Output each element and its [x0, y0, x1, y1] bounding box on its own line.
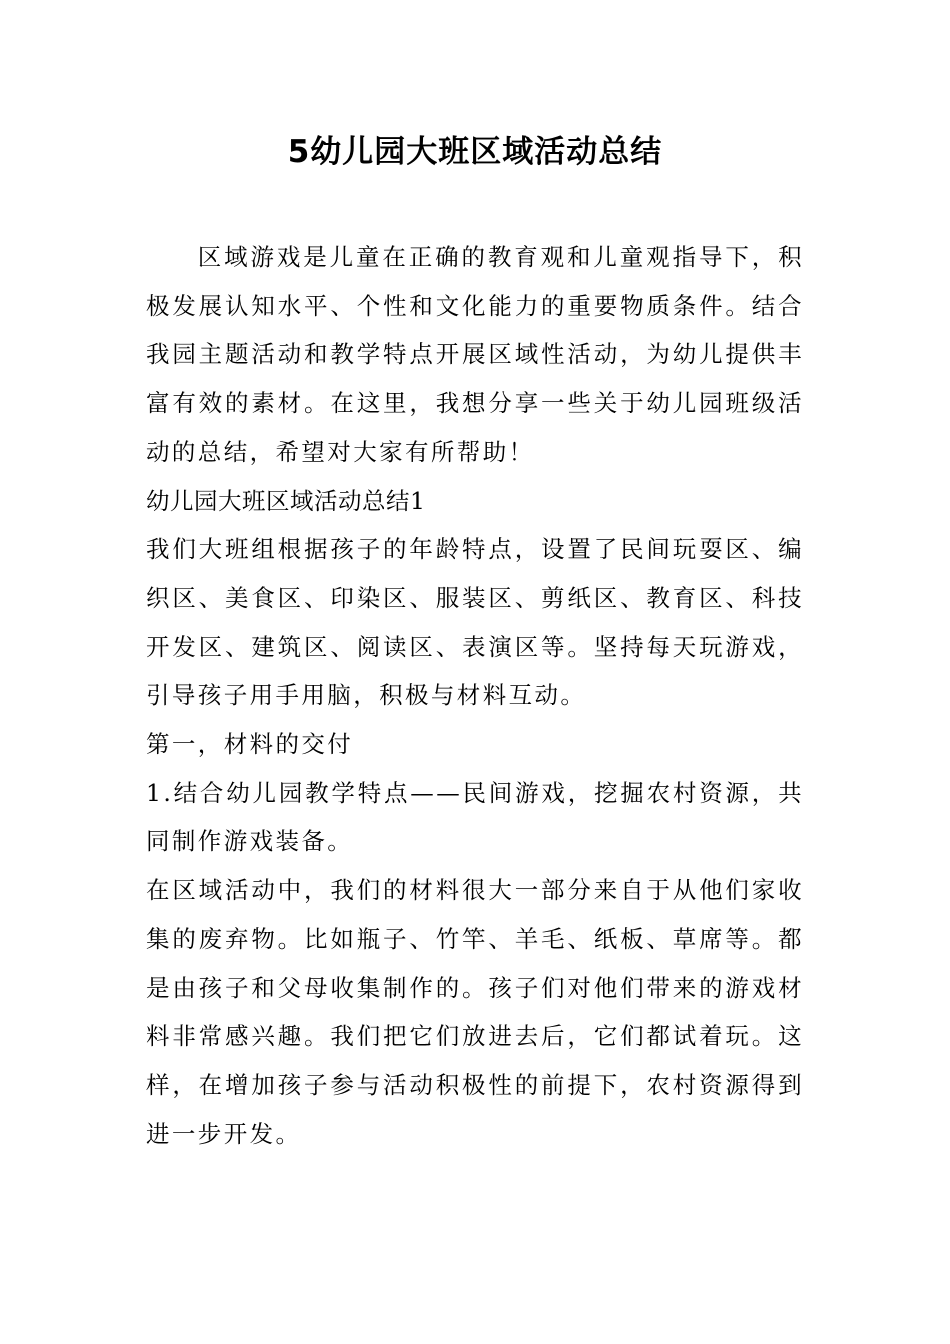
numbered-item-1: 1.结合幼儿园教学特点——民间游戏，挖掘农村资源，共同制作游戏装备。 — [146, 778, 804, 856]
document-title: 5幼儿园大班区域活动总结 — [287, 134, 663, 170]
subheading-material-delivery: 第一，材料的交付 — [146, 730, 354, 759]
body-paragraph-materials: 在区域活动中，我们的材料很大一部分来自于从他们家收集的废弃物。比如瓶子、竹竿、羊毛、纸板、草席等。都是由孩子和父母收集制作的。孩子们对他们带来的游戏材料非常感兴趣。我们把它们放进去后，它们都试着玩。这样，在增加孩子参与活动积极性的前提下，农村资源得到进一步开发。 — [146, 876, 804, 1148]
document-body — [146, 233, 804, 1158]
body-paragraph-areas: 我们大班组根据孩子的年龄特点，设置了民间玩耍区、编织区、美食区、印染区、服装区、剪纸区、教育区、科技开发区、建筑区、阅读区、表演区等。坚持每天玩游戏，引导孩子用手用脑，积极与材料互动。 — [146, 535, 804, 710]
intro-paragraph: 区域游戏是儿童在正确的教育观和儿童观指导下，积极发展认知水平、个性和文化能力的重要物质条件。结合我园主题活动和教学特点开展区域性活动，为幼儿提供丰富有效的素材。在这里，我想分享一些关于幼儿园班级活动的总结，希望对大家有所帮助！ — [146, 243, 804, 466]
section-heading-1: 幼儿园大班区域活动总结1 — [146, 486, 426, 515]
